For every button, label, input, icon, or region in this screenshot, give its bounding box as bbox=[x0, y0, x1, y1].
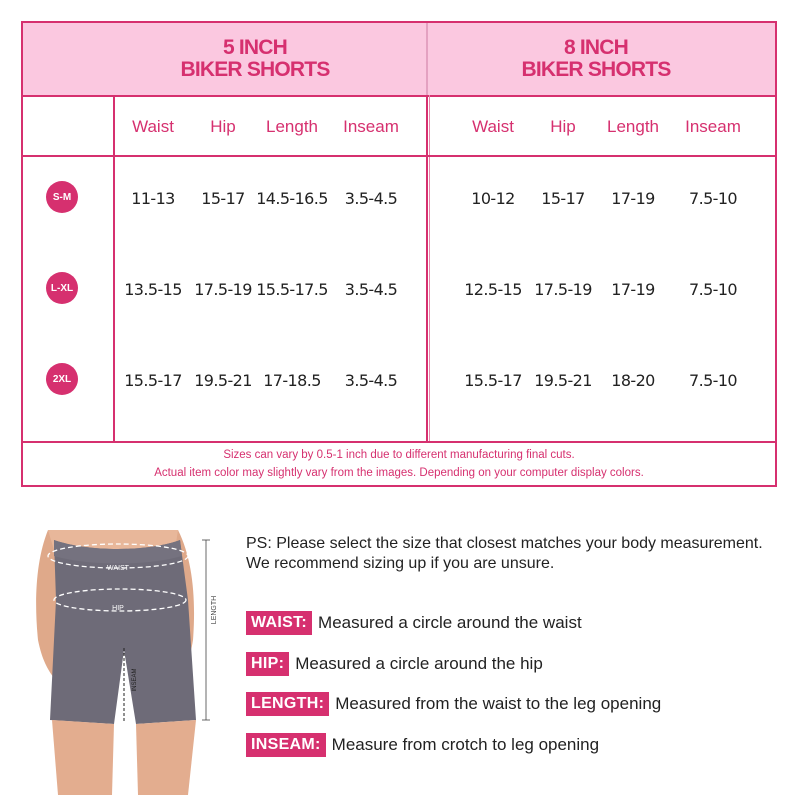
column-header-inseam: Inseam bbox=[343, 117, 399, 136]
grid-line bbox=[23, 441, 775, 443]
table-cell: 17.5-19 bbox=[194, 280, 252, 299]
table-cell: 10-12 bbox=[471, 189, 515, 208]
waist-label: WAIST bbox=[107, 565, 129, 572]
table-cell: 18-20 bbox=[611, 371, 655, 390]
column-header-length: Length bbox=[266, 117, 318, 136]
length-label: LENGTH bbox=[211, 595, 218, 625]
size-badge-s-m: S-M bbox=[46, 181, 78, 213]
legend-inseam bbox=[246, 733, 599, 757]
column-header-inseam: Inseam bbox=[685, 117, 741, 136]
table-cell: 17-18.5 bbox=[263, 371, 321, 390]
column-header-length: Length bbox=[607, 117, 659, 136]
table-cell: 19.5-21 bbox=[534, 371, 592, 390]
table-cell: 17.5-19 bbox=[534, 280, 592, 299]
hip-label: HIP bbox=[112, 605, 124, 612]
group-title-line: BIKER SHORTS bbox=[180, 58, 330, 81]
table-cell: 15.5-17.5 bbox=[256, 280, 328, 299]
table-cell: 19.5-21 bbox=[194, 371, 252, 390]
table-cell: 3.5-4.5 bbox=[344, 189, 398, 208]
table-cell: 15-17 bbox=[201, 189, 245, 208]
column-header-waist: Waist bbox=[132, 117, 174, 136]
table-cell: 7.5-10 bbox=[689, 371, 737, 390]
grid-line bbox=[426, 23, 428, 95]
group-title-line: BIKER SHORTS bbox=[521, 58, 671, 81]
table-cell: 13.5-15 bbox=[124, 280, 182, 299]
ps-line: PS: Please select the size that closest matches your body measurement. bbox=[246, 535, 763, 552]
table-cell: 17-19 bbox=[611, 189, 655, 208]
size-badge-2xl: 2XL bbox=[46, 363, 78, 395]
legend-tag-length: LENGTH: bbox=[246, 692, 329, 716]
legend-waist bbox=[246, 611, 582, 635]
model-figure bbox=[28, 530, 228, 795]
legend-desc-length: Measured from the waist to the leg opening bbox=[335, 694, 662, 713]
group-title-line: 8 INCH bbox=[563, 36, 629, 59]
size-chart-table bbox=[21, 21, 777, 487]
ps-note bbox=[246, 534, 786, 574]
legend-tag-waist: WAIST: bbox=[246, 611, 312, 635]
inseam-label: INSEAM bbox=[132, 668, 138, 692]
grid-line bbox=[23, 155, 775, 157]
legend-hip bbox=[246, 652, 543, 676]
table-cell: 3.5-4.5 bbox=[344, 371, 398, 390]
table-cell: 7.5-10 bbox=[689, 189, 737, 208]
column-header-hip: Hip bbox=[210, 117, 236, 136]
grid-line bbox=[429, 95, 430, 441]
table-cell: 15.5-17 bbox=[464, 371, 522, 390]
table-cell: 7.5-10 bbox=[689, 280, 737, 299]
ps-line: We recommend sizing up if you are unsure. bbox=[246, 555, 555, 572]
grid-line bbox=[426, 95, 428, 441]
group-title-8inch bbox=[446, 37, 746, 81]
table-cell: 15-17 bbox=[541, 189, 585, 208]
table-cell: 12.5-15 bbox=[464, 280, 522, 299]
legend-desc-inseam: Measure from crotch to leg opening bbox=[331, 735, 600, 754]
legend-tag-hip: HIP: bbox=[246, 652, 289, 676]
table-cell: 3.5-4.5 bbox=[344, 280, 398, 299]
size-badge-l-xl: L-XL bbox=[46, 272, 78, 304]
table-cell: 11-13 bbox=[131, 189, 175, 208]
table-cell: 17-19 bbox=[611, 280, 655, 299]
column-header-hip: Hip bbox=[550, 117, 576, 136]
legend-tag-inseam: INSEAM: bbox=[246, 733, 326, 757]
table-cell: 14.5-16.5 bbox=[256, 189, 328, 208]
legend-desc-hip: Measured a circle around the hip bbox=[295, 654, 543, 673]
footnote-color: Actual item color may slightly vary from the images. Depending on your computer display colors. bbox=[154, 467, 644, 479]
model-illustration bbox=[28, 530, 228, 795]
table-cell: 15.5-17 bbox=[124, 371, 182, 390]
footnote-sizes: Sizes can vary by 0.5-1 inch due to different manufacturing final cuts. bbox=[223, 449, 575, 461]
legend-length bbox=[246, 692, 661, 716]
column-header-waist: Waist bbox=[472, 117, 514, 136]
group-title-5inch bbox=[105, 37, 405, 81]
group-title-line: 5 INCH bbox=[222, 36, 288, 59]
legend-desc-waist: Measured a circle around the waist bbox=[318, 613, 582, 632]
